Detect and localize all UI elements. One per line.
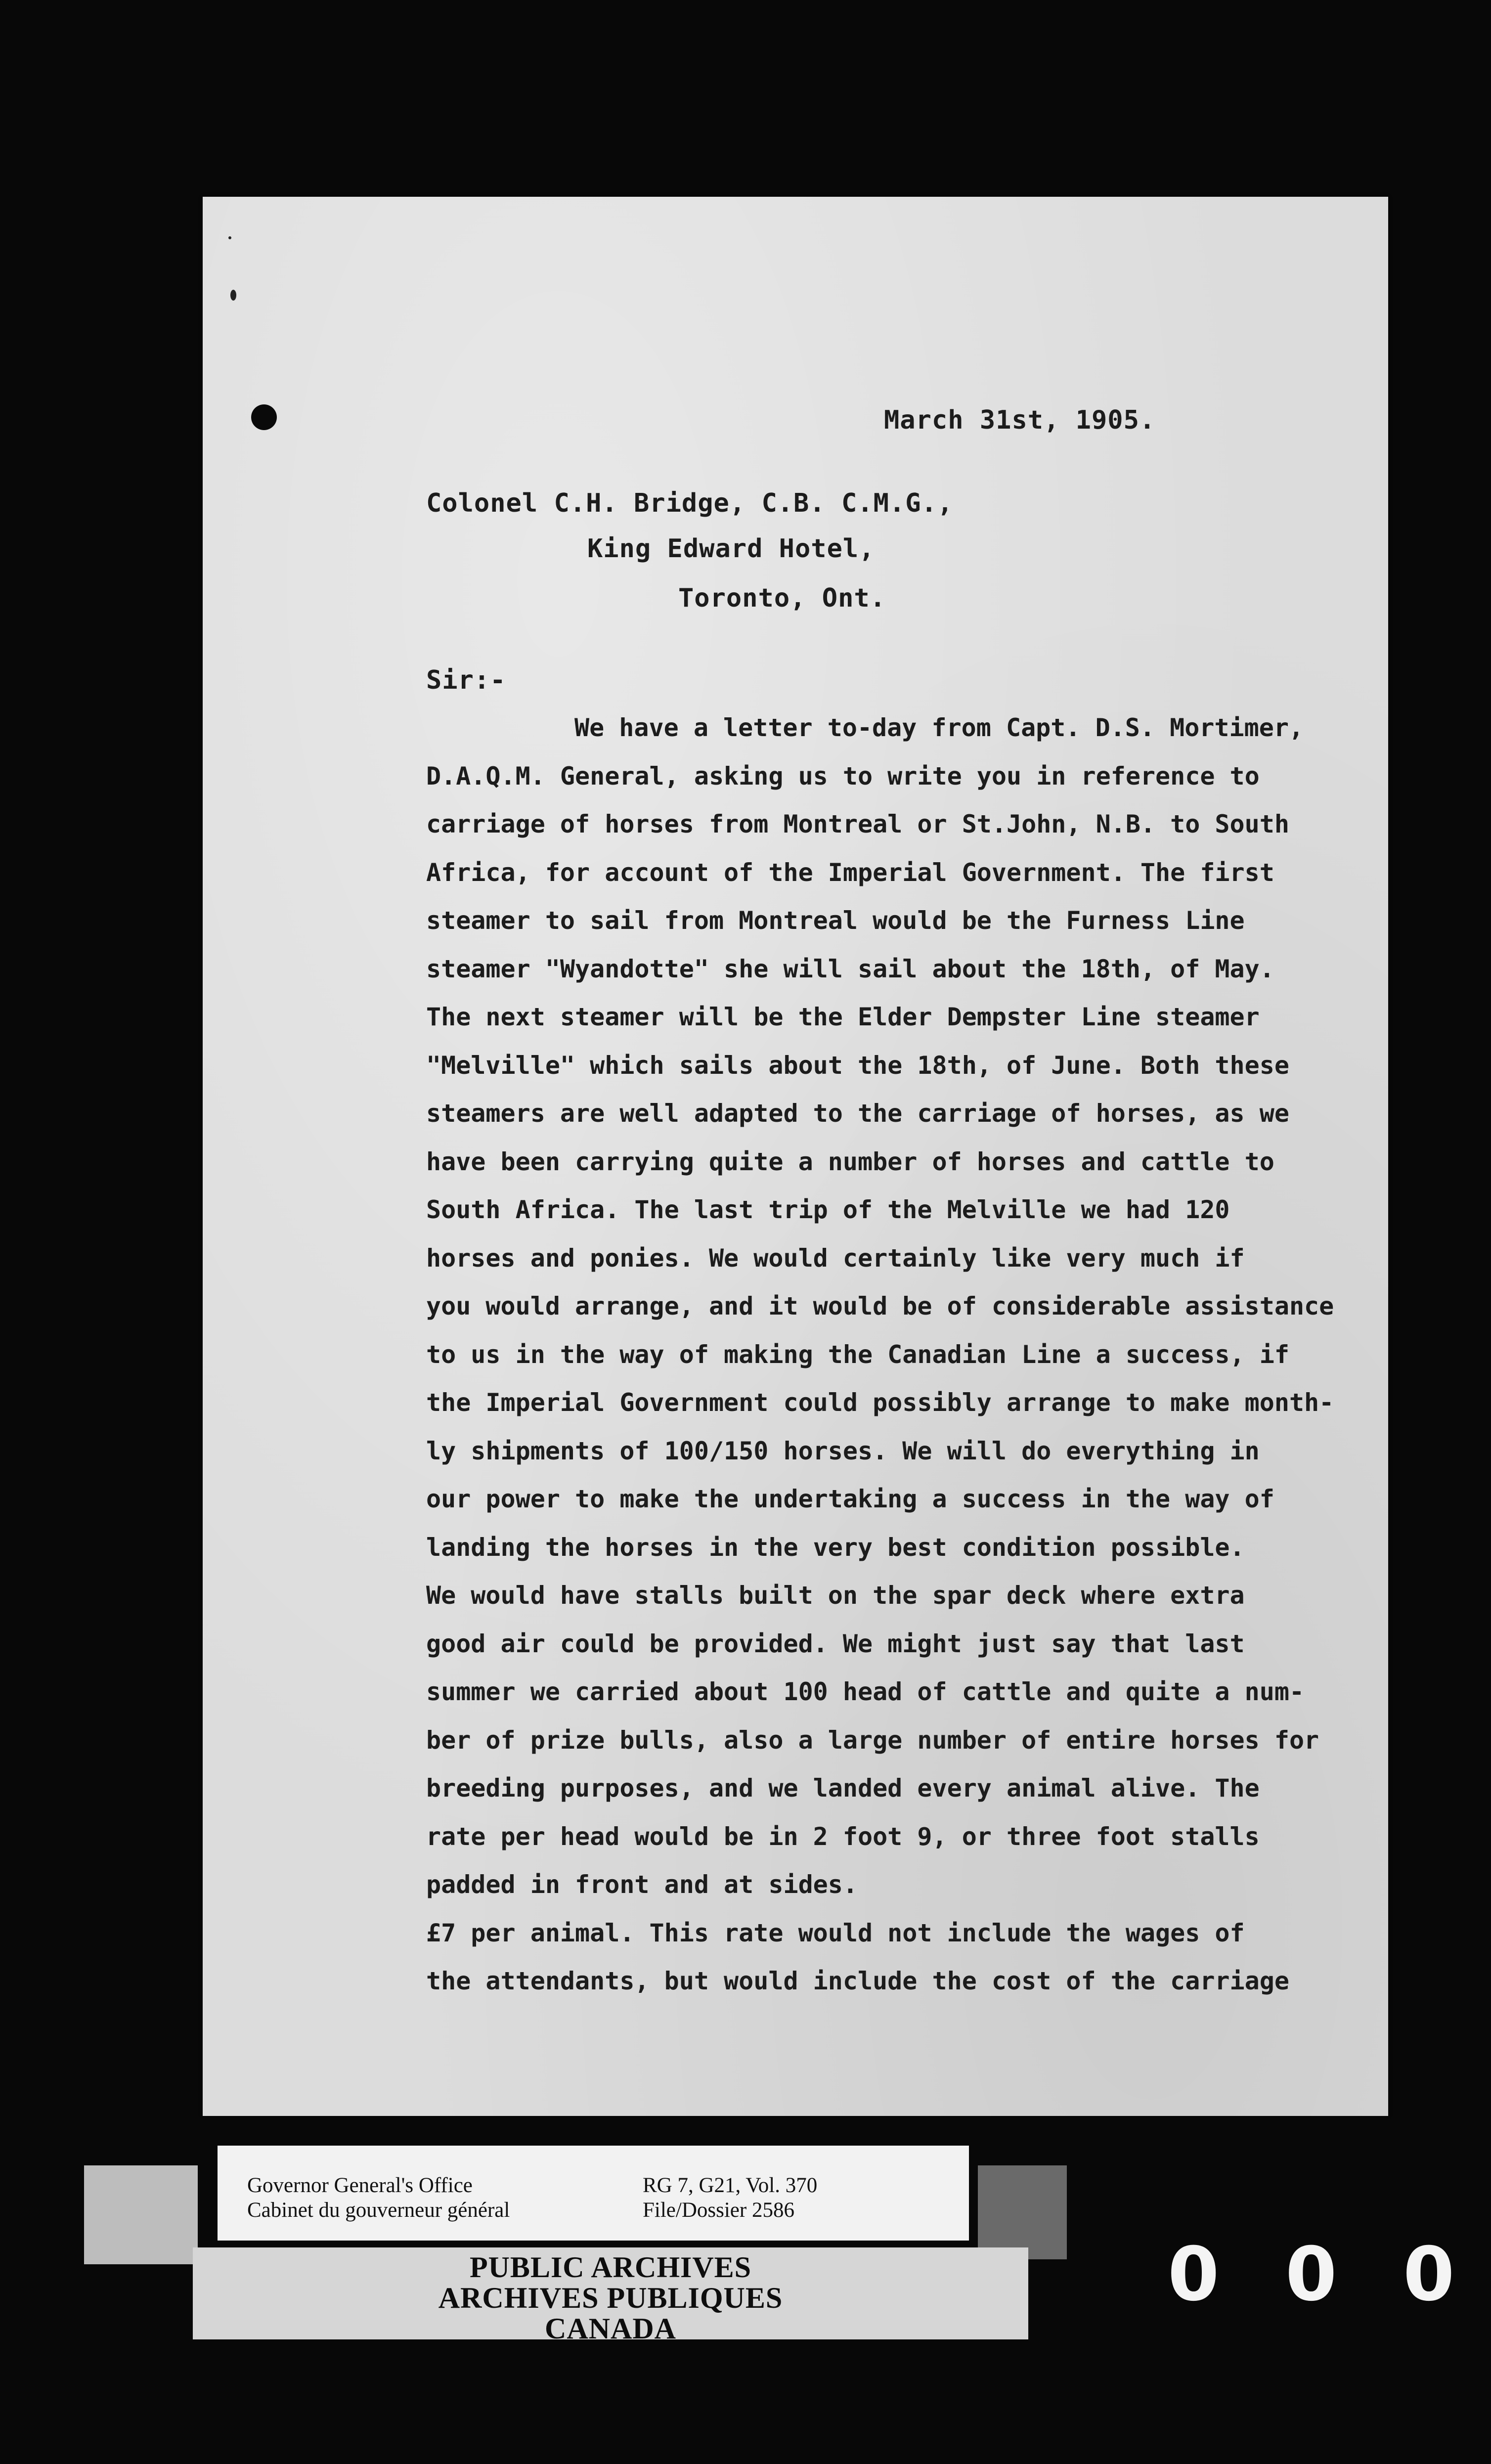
body-line: steamer to sail from Montreal would be the Furness Line bbox=[426, 906, 1245, 935]
frame-number-digit: 0 bbox=[1285, 2232, 1337, 2318]
frame-number-digit: 0 bbox=[1403, 2232, 1455, 2318]
filmstrip-patch bbox=[84, 2165, 198, 2264]
body-line: horses and ponies. We would certainly like very much if bbox=[426, 1243, 1245, 1273]
body-line: £7 per animal. This rate would not include the wages of bbox=[426, 1918, 1245, 1947]
body-line: the attendants, but would include the cost of the carriage bbox=[426, 1967, 1289, 1995]
body-line: breeding purposes, and we landed every animal alive. The bbox=[426, 1774, 1260, 1803]
salutation: Sir:- bbox=[426, 665, 506, 695]
recipient-name: Colonel C.H. Bridge, C.B. C.M.G., bbox=[426, 488, 954, 518]
body-line: carriage of horses from Montreal or St.John, N.B. to South bbox=[426, 810, 1289, 838]
body-line: "Melville" which sails about the 18th, of June. Both these bbox=[426, 1051, 1289, 1080]
stamp-line-archives-publiques: ARCHIVES PUBLIQUES bbox=[438, 2282, 783, 2314]
file-reference: File/Dossier 2586 bbox=[643, 2199, 794, 2222]
body-line: The next steamer will be the Elder Dempster Line steamer bbox=[426, 1003, 1260, 1031]
recipient-address-line: King Edward Hotel, bbox=[587, 534, 875, 564]
office-name-en: Governor General's Office bbox=[247, 2174, 473, 2197]
body-line: padded in front and at sides. bbox=[426, 1870, 858, 1899]
body-line: steamers are well adapted to the carriage of horses, as we bbox=[426, 1099, 1289, 1128]
recipient-city: Toronto, Ont. bbox=[678, 583, 886, 613]
body-line: you would arrange, and it would be of considerable assistance bbox=[426, 1292, 1334, 1320]
body-line: have been carrying quite a number of horses and cattle to bbox=[426, 1147, 1274, 1176]
body-line: landing the horses in the very best condition possible. bbox=[426, 1533, 1245, 1562]
body-line: ly shipments of 100/150 horses. We will do everything in bbox=[426, 1436, 1260, 1465]
office-name-fr: Cabinet du gouverneur général bbox=[247, 2199, 510, 2222]
body-line: rate per head would be in 2 foot 9, or three foot stalls bbox=[426, 1822, 1260, 1851]
stamp-line-canada: CANADA bbox=[545, 2312, 676, 2345]
body-line: good air could be provided. We might just say that last bbox=[426, 1629, 1245, 1658]
body-line: our power to make the undertaking a success in the way of bbox=[426, 1485, 1274, 1513]
punch-hole bbox=[251, 404, 277, 430]
paper-speck bbox=[228, 236, 231, 239]
body-line: We have a letter to-day from Capt. D.S. Mortimer, bbox=[574, 713, 1304, 742]
body-line: South Africa. The last trip of the Melville we had 120 bbox=[426, 1195, 1230, 1224]
record-group-reference: RG 7, G21, Vol. 370 bbox=[643, 2174, 818, 2197]
filmstrip-patch bbox=[978, 2165, 1067, 2259]
body-line: to us in the way of making the Canadian Line a success, if bbox=[426, 1340, 1289, 1369]
body-line: the Imperial Government could possibly arrange to make month- bbox=[426, 1388, 1334, 1417]
stamp-line-public-archives: PUBLIC ARCHIVES bbox=[469, 2251, 752, 2284]
frame-number-digit: 0 bbox=[1168, 2232, 1220, 2318]
body-line: summer we carried about 100 head of cattle and quite a num- bbox=[426, 1677, 1305, 1706]
body-line: Africa, for account of the Imperial Government. The first bbox=[426, 858, 1274, 887]
body-line: We would have stalls built on the spar deck where extra bbox=[426, 1581, 1245, 1610]
paper-speck bbox=[230, 290, 236, 301]
body-line: D.A.Q.M. General, asking us to write you in reference to bbox=[426, 761, 1260, 791]
letter-date: March 31st, 1905. bbox=[884, 405, 1156, 435]
body-line: ber of prize bulls, also a large number of entire horses for bbox=[426, 1725, 1319, 1755]
letter-body bbox=[426, 704, 1346, 2006]
body-line: steamer "Wyandotte" she will sail about the 18th, of May. bbox=[426, 954, 1274, 983]
